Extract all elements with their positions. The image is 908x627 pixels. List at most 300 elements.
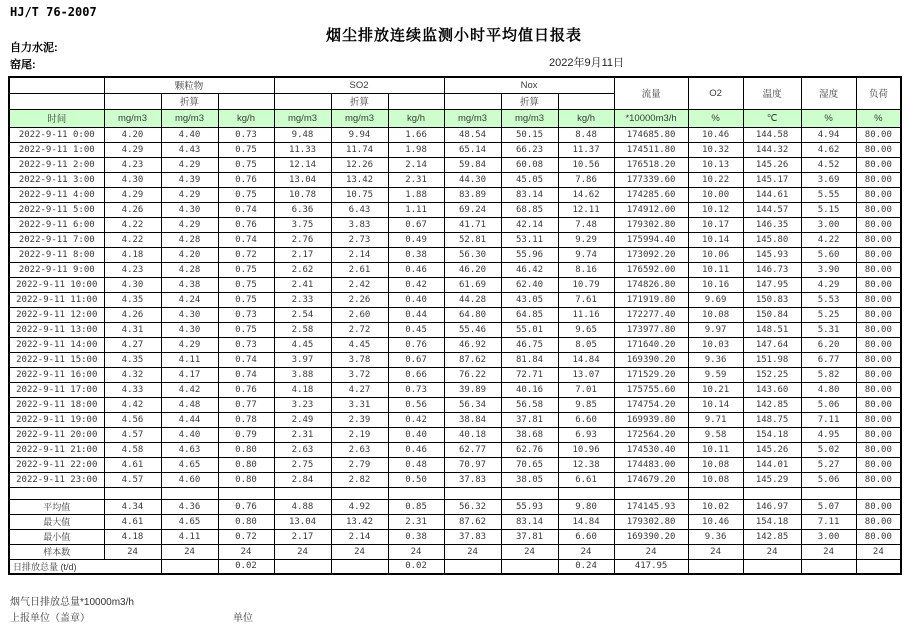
unit-cell: mg/m3: [331, 109, 388, 127]
value-cell: 4.29: [161, 157, 218, 172]
value-cell: 173977.80: [614, 322, 688, 337]
value-cell: 4.61: [104, 514, 161, 529]
value-cell: 2.39: [331, 412, 388, 427]
value-cell: 2.60: [331, 307, 388, 322]
value-cell: 83.14: [501, 187, 558, 202]
time-cell: 2022-9-11 2:00: [9, 157, 104, 172]
value-cell: 81.84: [501, 352, 558, 367]
blank-cell: [444, 487, 501, 499]
value-cell: 143.60: [743, 382, 801, 397]
unit-cell: mg/m3: [501, 109, 558, 127]
value-cell: 4.40: [161, 127, 218, 142]
value-cell: 80.00: [856, 367, 901, 382]
value-cell: 0.72: [218, 247, 274, 262]
value-cell: 147.64: [743, 337, 801, 352]
value-cell: 10.78: [274, 187, 331, 202]
value-cell: 43.05: [501, 292, 558, 307]
value-cell: 10.14: [688, 232, 743, 247]
value-cell: 2.72: [331, 322, 388, 337]
value-cell: 14.62: [558, 187, 614, 202]
value-cell: 10.21: [688, 382, 743, 397]
value-cell: 12.11: [558, 202, 614, 217]
value-cell: 4.65: [161, 457, 218, 472]
time-cell: 2022-9-11 0:00: [9, 127, 104, 142]
value-cell: 10.11: [688, 442, 743, 457]
value-cell: 46.20: [444, 262, 501, 277]
hourly-row: [9, 352, 901, 367]
value-cell: 46.42: [501, 262, 558, 277]
value-cell: 4.58: [104, 442, 161, 457]
group-flow: 流量: [614, 77, 688, 109]
value-cell: 1.88: [388, 187, 444, 202]
blank-cell: [104, 93, 161, 109]
value-cell: 2.63: [331, 442, 388, 457]
value-cell: 80.00: [856, 442, 901, 457]
value-cell: 2.14: [388, 157, 444, 172]
value-cell: 6.43: [331, 202, 388, 217]
value-cell: 9.59: [688, 367, 743, 382]
value-cell: 4.30: [161, 322, 218, 337]
value-cell: 150.84: [743, 307, 801, 322]
value-cell: 175994.40: [614, 232, 688, 247]
value-cell: 70.97: [444, 457, 501, 472]
value-cell: 10.16: [688, 277, 743, 292]
value-cell: 0.38: [388, 529, 444, 544]
hourly-row: [9, 247, 901, 262]
time-cell: 2022-9-11 5:00: [9, 202, 104, 217]
flow-total-note: 烟气日排放总量*10000m3/h: [10, 597, 134, 608]
value-cell: 24: [388, 544, 444, 559]
value-cell: 80.00: [856, 187, 901, 202]
value-cell: 4.31: [104, 322, 161, 337]
value-cell: [161, 559, 218, 574]
group-nox: Nox: [444, 77, 614, 93]
value-cell: 4.57: [104, 427, 161, 442]
blank-cell: [388, 93, 444, 109]
blank-cell: [331, 487, 388, 499]
summary-label: 最小值: [9, 529, 104, 544]
group-humidity: 湿度: [801, 77, 856, 109]
value-cell: 80.00: [856, 382, 901, 397]
value-cell: 0.80: [218, 457, 274, 472]
value-cell: 56.32: [444, 499, 501, 514]
value-cell: [743, 559, 801, 574]
blank-cell: [743, 487, 801, 499]
value-cell: 56.30: [444, 247, 501, 262]
value-cell: 11.37: [558, 142, 614, 157]
value-cell: 142.85: [743, 529, 801, 544]
unit-cell: %: [688, 109, 743, 127]
value-cell: 11.16: [558, 307, 614, 322]
value-cell: 4.30: [104, 277, 161, 292]
value-cell: 8.05: [558, 337, 614, 352]
value-cell: 144.57: [743, 202, 801, 217]
value-cell: 174511.80: [614, 142, 688, 157]
value-cell: 4.17: [161, 367, 218, 382]
value-cell: 7.86: [558, 172, 614, 187]
value-cell: 24: [558, 544, 614, 559]
time-cell: 2022-9-11 22:00: [9, 457, 104, 472]
value-cell: 2.17: [274, 529, 331, 544]
value-cell: 24: [743, 544, 801, 559]
hourly-row: [9, 307, 901, 322]
value-cell: 0.49: [388, 232, 444, 247]
value-cell: 80.00: [856, 292, 901, 307]
value-cell: 9.97: [688, 322, 743, 337]
blank-cell: [688, 487, 743, 499]
value-cell: 2.75: [274, 457, 331, 472]
value-cell: 13.07: [558, 367, 614, 382]
value-cell: 0.74: [218, 232, 274, 247]
value-cell: 2.63: [274, 442, 331, 457]
value-cell: 24: [274, 544, 331, 559]
value-cell: 10.12: [688, 202, 743, 217]
value-cell: 5.15: [801, 202, 856, 217]
value-cell: 46.92: [444, 337, 501, 352]
value-cell: 171919.80: [614, 292, 688, 307]
blank-cell: [444, 93, 501, 109]
time-cell: 2022-9-11 4:00: [9, 187, 104, 202]
value-cell: 1.98: [388, 142, 444, 157]
value-cell: 9.36: [688, 529, 743, 544]
value-cell: 4.45: [331, 337, 388, 352]
hourly-row: [9, 472, 901, 487]
value-cell: 150.83: [743, 292, 801, 307]
value-cell: 4.30: [161, 307, 218, 322]
value-cell: 5.31: [801, 322, 856, 337]
value-cell: 0.76: [218, 499, 274, 514]
value-cell: 0.76: [218, 172, 274, 187]
value-cell: 146.73: [743, 262, 801, 277]
hourly-row: [9, 127, 901, 142]
hourly-row: [9, 232, 901, 247]
value-cell: 38.05: [501, 472, 558, 487]
value-cell: 62.76: [501, 442, 558, 457]
value-cell: 4.27: [331, 382, 388, 397]
hourly-row: [9, 187, 901, 202]
value-cell: 4.28: [161, 262, 218, 277]
value-cell: 0.73: [218, 127, 274, 142]
value-cell: 2.33: [274, 292, 331, 307]
value-cell: 2.31: [274, 427, 331, 442]
value-cell: 169390.20: [614, 352, 688, 367]
unit-cell: mg/m3: [161, 109, 218, 127]
value-cell: [801, 559, 856, 574]
value-cell: 48.54: [444, 127, 501, 142]
report-unit-label: 上报单位（盖章）: [10, 613, 90, 624]
value-cell: 9.71: [688, 412, 743, 427]
value-cell: 2.54: [274, 307, 331, 322]
value-cell: 0.75: [218, 262, 274, 277]
value-cell: 148.51: [743, 322, 801, 337]
value-cell: 0.79: [218, 427, 274, 442]
value-cell: 417.95: [614, 559, 688, 574]
value-cell: 171529.20: [614, 367, 688, 382]
value-cell: 2.49: [274, 412, 331, 427]
time-cell: 2022-9-11 14:00: [9, 337, 104, 352]
value-cell: 144.32: [743, 142, 801, 157]
value-cell: 4.30: [161, 202, 218, 217]
value-cell: 4.35: [104, 352, 161, 367]
value-cell: 0.02: [218, 559, 274, 574]
value-cell: 2.61: [331, 262, 388, 277]
value-cell: 4.29: [104, 187, 161, 202]
hourly-row: [9, 172, 901, 187]
value-cell: 4.92: [331, 499, 388, 514]
value-cell: 146.97: [743, 499, 801, 514]
value-cell: 10.32: [688, 142, 743, 157]
value-cell: 5.07: [801, 499, 856, 514]
value-cell: 62.40: [501, 277, 558, 292]
value-cell: 174145.93: [614, 499, 688, 514]
time-cell: 2022-9-11 11:00: [9, 292, 104, 307]
daily-total-row: [9, 559, 901, 574]
value-cell: 55.93: [501, 499, 558, 514]
value-cell: 4.48: [161, 397, 218, 412]
value-cell: 4.11: [161, 529, 218, 544]
value-cell: 10.14: [688, 397, 743, 412]
value-cell: 2.82: [331, 472, 388, 487]
value-cell: 147.95: [743, 277, 801, 292]
value-cell: 2.14: [331, 247, 388, 262]
value-cell: 4.34: [104, 499, 161, 514]
value-cell: 4.29: [104, 142, 161, 157]
value-cell: 4.36: [161, 499, 218, 514]
value-cell: 80.00: [856, 277, 901, 292]
value-cell: 174685.80: [614, 127, 688, 142]
value-cell: 3.88: [274, 367, 331, 382]
blank-cell: [501, 487, 558, 499]
value-cell: 2.31: [388, 514, 444, 529]
value-cell: 0.75: [218, 157, 274, 172]
value-cell: 144.61: [743, 187, 801, 202]
hourly-row: [9, 202, 901, 217]
blank-cell: [274, 487, 331, 499]
value-cell: 0.73: [388, 382, 444, 397]
unit-header-row: [9, 109, 901, 127]
value-cell: 80.00: [856, 217, 901, 232]
hourly-row: [9, 457, 901, 472]
value-cell: 4.43: [161, 142, 218, 157]
unit-cell: %: [856, 109, 901, 127]
value-cell: 76.22: [444, 367, 501, 382]
value-cell: 24: [614, 544, 688, 559]
value-cell: 176592.00: [614, 262, 688, 277]
value-cell: 44.28: [444, 292, 501, 307]
value-cell: 24: [501, 544, 558, 559]
value-cell: 4.18: [104, 529, 161, 544]
value-cell: 10.79: [558, 277, 614, 292]
value-cell: 0.85: [388, 499, 444, 514]
value-cell: 0.76: [218, 217, 274, 232]
value-cell: 174285.60: [614, 187, 688, 202]
value-cell: 179302.80: [614, 217, 688, 232]
value-cell: 61.69: [444, 277, 501, 292]
unit-cell: mg/m3: [104, 109, 161, 127]
value-cell: 4.18: [104, 247, 161, 262]
summary-label: 平均值: [9, 499, 104, 514]
value-cell: 24: [801, 544, 856, 559]
value-cell: 9.74: [558, 247, 614, 262]
value-cell: 80.00: [856, 157, 901, 172]
value-cell: 0.76: [388, 337, 444, 352]
value-cell: 10.13: [688, 157, 743, 172]
value-cell: 0.02: [388, 559, 444, 574]
value-cell: 2.17: [274, 247, 331, 262]
value-cell: 4.61: [104, 457, 161, 472]
time-cell: 2022-9-11 1:00: [9, 142, 104, 157]
value-cell: 4.88: [274, 499, 331, 514]
value-cell: 4.22: [801, 232, 856, 247]
value-cell: 6.60: [558, 412, 614, 427]
value-cell: 4.40: [161, 427, 218, 442]
value-cell: 0.38: [388, 247, 444, 262]
value-cell: [688, 559, 743, 574]
value-cell: 9.29: [558, 232, 614, 247]
value-cell: 37.81: [501, 412, 558, 427]
time-cell: 2022-9-11 13:00: [9, 322, 104, 337]
value-cell: [444, 559, 501, 574]
value-cell: 80.00: [856, 202, 901, 217]
value-cell: 0.42: [388, 412, 444, 427]
value-cell: 80.00: [856, 412, 901, 427]
value-cell: 0.24: [558, 559, 614, 574]
value-cell: 4.20: [104, 127, 161, 142]
value-cell: 144.01: [743, 457, 801, 472]
value-cell: 4.11: [161, 352, 218, 367]
value-cell: 0.80: [218, 472, 274, 487]
unit-cell: mg/m3: [444, 109, 501, 127]
value-cell: 4.28: [161, 232, 218, 247]
hourly-row: [9, 427, 901, 442]
value-cell: 5.55: [801, 187, 856, 202]
blank-cell: [558, 93, 614, 109]
hourly-row: [9, 442, 901, 457]
value-cell: 148.75: [743, 412, 801, 427]
value-cell: 24: [104, 544, 161, 559]
unit-cell: mg/m3: [274, 109, 331, 127]
value-cell: 4.22: [104, 232, 161, 247]
blank-cell: [218, 93, 274, 109]
value-cell: 10.46: [688, 127, 743, 142]
value-cell: 2.26: [331, 292, 388, 307]
value-cell: 65.14: [444, 142, 501, 157]
time-cell: 2022-9-11 15:00: [9, 352, 104, 367]
value-cell: [501, 559, 558, 574]
value-cell: 6.61: [558, 472, 614, 487]
value-cell: 80.00: [856, 472, 901, 487]
hourly-row: [9, 277, 901, 292]
value-cell: 4.24: [161, 292, 218, 307]
hourly-row: [9, 142, 901, 157]
value-cell: 7.01: [558, 382, 614, 397]
summary-row: [9, 544, 901, 559]
report-date: 2022年9月11日: [549, 57, 625, 69]
value-cell: [856, 559, 901, 574]
value-cell: 10.08: [688, 307, 743, 322]
time-header-blank: [9, 77, 104, 93]
value-cell: 8.48: [558, 127, 614, 142]
summary-row: [9, 529, 901, 544]
value-cell: 0.75: [218, 187, 274, 202]
value-cell: 4.29: [161, 217, 218, 232]
value-cell: 0.76: [218, 382, 274, 397]
value-cell: 2.19: [331, 427, 388, 442]
unit-cell: kg/h: [388, 109, 444, 127]
value-cell: 4.20: [161, 247, 218, 262]
unit-cell: *10000m3/h: [614, 109, 688, 127]
value-cell: 154.18: [743, 427, 801, 442]
value-cell: 2.76: [274, 232, 331, 247]
value-cell: 69.24: [444, 202, 501, 217]
value-cell: 172564.20: [614, 427, 688, 442]
value-cell: 11.33: [274, 142, 331, 157]
value-cell: 80.00: [856, 427, 901, 442]
value-cell: 4.33: [104, 382, 161, 397]
value-cell: 0.72: [218, 529, 274, 544]
value-cell: 0.77: [218, 397, 274, 412]
value-cell: 12.26: [331, 157, 388, 172]
value-cell: 55.96: [501, 247, 558, 262]
value-cell: 151.98: [743, 352, 801, 367]
unit-cell: %: [801, 109, 856, 127]
time-cell: 2022-9-11 19:00: [9, 412, 104, 427]
value-cell: 64.80: [444, 307, 501, 322]
hourly-row: [9, 157, 901, 172]
value-cell: 10.00: [688, 187, 743, 202]
hourly-row: [9, 397, 901, 412]
value-cell: 173092.20: [614, 247, 688, 262]
value-cell: 44.30: [444, 172, 501, 187]
value-cell: 8.16: [558, 262, 614, 277]
value-cell: 169390.20: [614, 529, 688, 544]
value-cell: 56.58: [501, 397, 558, 412]
value-cell: 12.14: [274, 157, 331, 172]
value-cell: 41.71: [444, 217, 501, 232]
page-title: 烟尘排放连续监测小时平均值日报表: [325, 27, 582, 44]
value-cell: 10.56: [558, 157, 614, 172]
value-cell: 10.08: [688, 457, 743, 472]
value-cell: 13.42: [331, 172, 388, 187]
value-cell: 0.74: [218, 352, 274, 367]
time-cell: 2022-9-11 21:00: [9, 442, 104, 457]
time-cell: 2022-9-11 12:00: [9, 307, 104, 322]
hourly-row: [9, 322, 901, 337]
value-cell: 38.68: [501, 427, 558, 442]
value-cell: 80.00: [856, 322, 901, 337]
value-cell: 83.14: [501, 514, 558, 529]
summary-label: 最大值: [9, 514, 104, 529]
value-cell: 39.89: [444, 382, 501, 397]
value-cell: 80.00: [856, 127, 901, 142]
value-cell: 179302.80: [614, 514, 688, 529]
value-cell: 3.31: [331, 397, 388, 412]
value-cell: 4.45: [274, 337, 331, 352]
value-cell: 24: [856, 544, 901, 559]
value-cell: 5.82: [801, 367, 856, 382]
value-cell: 80.00: [856, 337, 901, 352]
group-header-row: [9, 77, 901, 93]
value-cell: 10.03: [688, 337, 743, 352]
value-cell: 3.90: [801, 262, 856, 277]
value-cell: 12.38: [558, 457, 614, 472]
value-cell: 2.84: [274, 472, 331, 487]
value-cell: 9.58: [688, 427, 743, 442]
value-cell: [331, 559, 388, 574]
value-cell: 6.20: [801, 337, 856, 352]
value-cell: 9.85: [558, 397, 614, 412]
value-cell: 59.84: [444, 157, 501, 172]
